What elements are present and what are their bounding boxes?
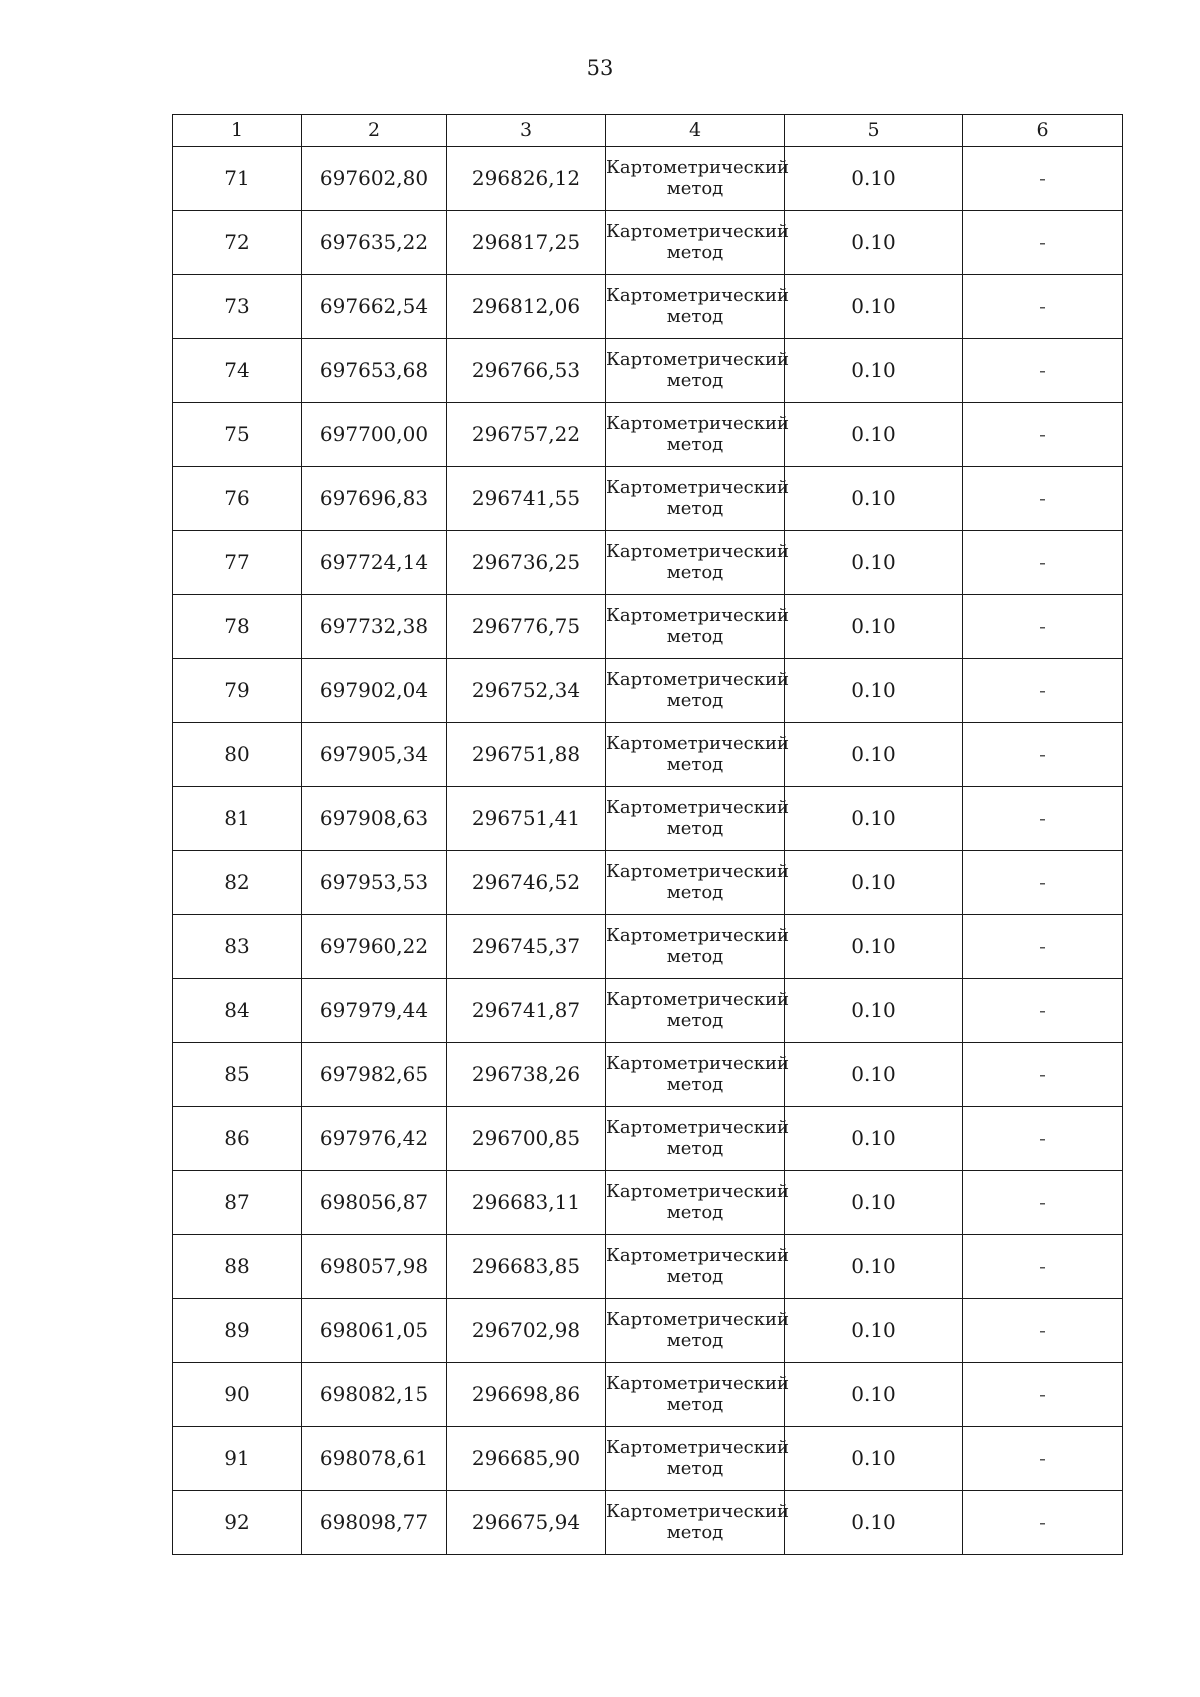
accuracy-cell: 0.10 — [785, 339, 963, 403]
method-line-1: Картометрический — [606, 1052, 789, 1074]
y-coordinate-cell: 296751,88 — [447, 723, 606, 787]
method-line-2: метод — [666, 1521, 724, 1543]
method-cell — [606, 403, 789, 467]
x-coordinate-cell: 698061,05 — [302, 1299, 447, 1363]
table-row — [173, 147, 1123, 211]
x-coordinate-cell: 697902,04 — [302, 659, 447, 723]
method-line-1: Картометрический — [606, 668, 789, 690]
x-coordinate-cell: 697700,00 — [302, 403, 447, 467]
y-coordinate-cell: 296745,37 — [447, 915, 606, 979]
table-row — [173, 1171, 1123, 1235]
x-coordinate-cell: 697662,54 — [302, 275, 447, 339]
method-line-1: Картометрический — [606, 284, 789, 306]
accuracy-cell: 0.10 — [785, 979, 963, 1043]
table-row — [173, 1107, 1123, 1171]
note-cell: - — [963, 1235, 1123, 1299]
method-line-2: метод — [666, 689, 724, 711]
x-coordinate-cell: 698082,15 — [302, 1363, 447, 1427]
point-number-cell: 89 — [173, 1299, 302, 1363]
y-coordinate-cell: 296702,98 — [447, 1299, 606, 1363]
note-cell: - — [963, 915, 1123, 979]
method-line-1: Картометрический — [606, 796, 789, 818]
accuracy-cell: 0.10 — [785, 1235, 963, 1299]
accuracy-cell: 0.10 — [785, 1299, 963, 1363]
accuracy-cell: 0.10 — [785, 915, 963, 979]
accuracy-cell: 0.10 — [785, 147, 963, 211]
method-line-1: Картометрический — [606, 1308, 789, 1330]
accuracy-cell: 0.10 — [785, 787, 963, 851]
accuracy-cell: 0.10 — [785, 1491, 963, 1555]
point-number-cell: 87 — [173, 1171, 302, 1235]
method-line-2: метод — [666, 1073, 724, 1095]
method-line-1: Картометрический — [606, 1500, 789, 1522]
coordinates-table — [172, 114, 1123, 1555]
method-line-2: метод — [666, 945, 724, 967]
point-number-cell: 84 — [173, 979, 302, 1043]
point-number-cell: 71 — [173, 147, 302, 211]
point-number-cell: 80 — [173, 723, 302, 787]
table-row — [173, 403, 1123, 467]
x-coordinate-cell: 697653,68 — [302, 339, 447, 403]
y-coordinate-cell: 296683,11 — [447, 1171, 606, 1235]
y-coordinate-cell: 296826,12 — [447, 147, 606, 211]
method-cell — [606, 147, 789, 211]
table-row — [173, 211, 1123, 275]
accuracy-cell: 0.10 — [785, 403, 963, 467]
note-cell: - — [963, 403, 1123, 467]
column-header: 6 — [963, 115, 1123, 147]
method-cell — [606, 1171, 789, 1235]
table-row — [173, 659, 1123, 723]
note-cell: - — [963, 275, 1123, 339]
x-coordinate-cell: 697732,38 — [302, 595, 447, 659]
y-coordinate-cell: 296736,25 — [447, 531, 606, 595]
accuracy-cell: 0.10 — [785, 723, 963, 787]
point-number-cell: 77 — [173, 531, 302, 595]
method-line-2: метод — [666, 369, 724, 391]
point-number-cell: 85 — [173, 1043, 302, 1107]
y-coordinate-cell: 296757,22 — [447, 403, 606, 467]
table-row — [173, 595, 1123, 659]
y-coordinate-cell: 296685,90 — [447, 1427, 606, 1491]
method-line-2: метод — [666, 1457, 724, 1479]
accuracy-cell: 0.10 — [785, 1427, 963, 1491]
point-number-cell: 90 — [173, 1363, 302, 1427]
method-line-2: метод — [666, 1265, 724, 1287]
table-row — [173, 1235, 1123, 1299]
table-row — [173, 787, 1123, 851]
accuracy-cell: 0.10 — [785, 275, 963, 339]
y-coordinate-cell: 296741,87 — [447, 979, 606, 1043]
method-cell — [606, 211, 789, 275]
method-cell — [606, 275, 789, 339]
column-header: 5 — [785, 115, 963, 147]
method-line-2: метод — [666, 241, 724, 263]
note-cell: - — [963, 787, 1123, 851]
method-line-1: Картометрический — [606, 1116, 789, 1138]
method-line-1: Картометрический — [606, 1436, 789, 1458]
table-row — [173, 851, 1123, 915]
accuracy-cell: 0.10 — [785, 659, 963, 723]
method-line-2: метод — [666, 1329, 724, 1351]
point-number-cell: 72 — [173, 211, 302, 275]
method-line-2: метод — [666, 177, 724, 199]
note-cell: - — [963, 1107, 1123, 1171]
note-cell: - — [963, 1171, 1123, 1235]
method-line-2: метод — [666, 1009, 724, 1031]
method-cell — [606, 723, 789, 787]
method-cell — [606, 1107, 789, 1171]
point-number-cell: 91 — [173, 1427, 302, 1491]
y-coordinate-cell: 296751,41 — [447, 787, 606, 851]
method-line-1: Картометрический — [606, 220, 789, 242]
table-body — [173, 115, 1123, 1555]
method-line-1: Картометрический — [606, 1372, 789, 1394]
note-cell: - — [963, 723, 1123, 787]
method-line-1: Картометрический — [606, 860, 789, 882]
method-line-1: Картометрический — [606, 988, 789, 1010]
table-row — [173, 531, 1123, 595]
table-row — [173, 467, 1123, 531]
x-coordinate-cell: 697908,63 — [302, 787, 447, 851]
table-row — [173, 1299, 1123, 1363]
x-coordinate-cell: 697976,42 — [302, 1107, 447, 1171]
method-cell — [606, 1235, 789, 1299]
x-coordinate-cell: 697953,53 — [302, 851, 447, 915]
x-coordinate-cell: 698078,61 — [302, 1427, 447, 1491]
y-coordinate-cell: 296683,85 — [447, 1235, 606, 1299]
method-line-1: Картометрический — [606, 348, 789, 370]
y-coordinate-cell: 296698,86 — [447, 1363, 606, 1427]
method-cell — [606, 1427, 789, 1491]
method-line-1: Картометрический — [606, 412, 789, 434]
note-cell: - — [963, 1043, 1123, 1107]
note-cell: - — [963, 211, 1123, 275]
accuracy-cell: 0.10 — [785, 1043, 963, 1107]
accuracy-cell: 0.10 — [785, 531, 963, 595]
method-cell — [606, 595, 789, 659]
method-cell — [606, 339, 789, 403]
note-cell: - — [963, 1363, 1123, 1427]
point-number-cell: 76 — [173, 467, 302, 531]
table-row — [173, 275, 1123, 339]
method-line-1: Картометрический — [606, 924, 789, 946]
point-number-cell: 81 — [173, 787, 302, 851]
table-row — [173, 1043, 1123, 1107]
point-number-cell: 92 — [173, 1491, 302, 1555]
note-cell: - — [963, 1299, 1123, 1363]
note-cell: - — [963, 979, 1123, 1043]
x-coordinate-cell: 697635,22 — [302, 211, 447, 275]
point-number-cell: 83 — [173, 915, 302, 979]
accuracy-cell: 0.10 — [785, 467, 963, 531]
method-cell — [606, 787, 789, 851]
method-line-1: Картометрический — [606, 476, 789, 498]
method-line-2: метод — [666, 561, 724, 583]
method-line-1: Картометрический — [606, 1244, 789, 1266]
x-coordinate-cell: 697602,80 — [302, 147, 447, 211]
table-row — [173, 1491, 1123, 1555]
method-line-2: метод — [666, 1137, 724, 1159]
y-coordinate-cell: 296746,52 — [447, 851, 606, 915]
method-line-2: метод — [666, 817, 724, 839]
point-number-cell: 88 — [173, 1235, 302, 1299]
point-number-cell: 75 — [173, 403, 302, 467]
x-coordinate-cell: 698098,77 — [302, 1491, 447, 1555]
y-coordinate-cell: 296766,53 — [447, 339, 606, 403]
y-coordinate-cell: 296776,75 — [447, 595, 606, 659]
y-coordinate-cell: 296700,85 — [447, 1107, 606, 1171]
table-row — [173, 915, 1123, 979]
method-cell — [606, 979, 789, 1043]
x-coordinate-cell: 697982,65 — [302, 1043, 447, 1107]
x-coordinate-cell: 697979,44 — [302, 979, 447, 1043]
table-row — [173, 979, 1123, 1043]
point-number-cell: 82 — [173, 851, 302, 915]
x-coordinate-cell: 698056,87 — [302, 1171, 447, 1235]
method-line-1: Картометрический — [606, 1180, 789, 1202]
method-line-1: Картометрический — [606, 732, 789, 754]
method-cell — [606, 1043, 789, 1107]
column-header: 2 — [302, 115, 447, 147]
table-row — [173, 1363, 1123, 1427]
y-coordinate-cell: 296741,55 — [447, 467, 606, 531]
method-line-1: Картометрический — [606, 540, 789, 562]
column-header: 3 — [447, 115, 606, 147]
x-coordinate-cell: 698057,98 — [302, 1235, 447, 1299]
note-cell: - — [963, 851, 1123, 915]
accuracy-cell: 0.10 — [785, 211, 963, 275]
method-line-2: метод — [666, 433, 724, 455]
note-cell: - — [963, 147, 1123, 211]
method-line-2: метод — [666, 881, 724, 903]
note-cell: - — [963, 1491, 1123, 1555]
method-line-2: метод — [666, 1393, 724, 1415]
method-line-2: метод — [666, 1201, 724, 1223]
x-coordinate-cell: 697905,34 — [302, 723, 447, 787]
column-header: 4 — [606, 115, 785, 147]
method-cell — [606, 1363, 789, 1427]
point-number-cell: 73 — [173, 275, 302, 339]
column-header: 1 — [173, 115, 302, 147]
note-cell: - — [963, 531, 1123, 595]
y-coordinate-cell: 296812,06 — [447, 275, 606, 339]
accuracy-cell: 0.10 — [785, 1171, 963, 1235]
method-cell — [606, 851, 789, 915]
table-row — [173, 1427, 1123, 1491]
note-cell: - — [963, 467, 1123, 531]
point-number-cell: 79 — [173, 659, 302, 723]
method-line-2: метод — [666, 497, 724, 519]
method-line-2: метод — [666, 625, 724, 647]
point-number-cell: 74 — [173, 339, 302, 403]
point-number-cell: 78 — [173, 595, 302, 659]
method-cell — [606, 1299, 789, 1363]
note-cell: - — [963, 659, 1123, 723]
method-line-1: Картометрический — [606, 604, 789, 626]
method-cell — [606, 467, 789, 531]
page-number: 53 — [586, 56, 614, 80]
note-cell: - — [963, 1427, 1123, 1491]
table-row — [173, 339, 1123, 403]
method-cell — [606, 915, 789, 979]
x-coordinate-cell: 697724,14 — [302, 531, 447, 595]
accuracy-cell: 0.10 — [785, 595, 963, 659]
accuracy-cell: 0.10 — [785, 1363, 963, 1427]
method-line-2: метод — [666, 305, 724, 327]
x-coordinate-cell: 697960,22 — [302, 915, 447, 979]
table-header-row — [173, 115, 1123, 147]
y-coordinate-cell: 296752,34 — [447, 659, 606, 723]
note-cell: - — [963, 595, 1123, 659]
note-cell: - — [963, 339, 1123, 403]
y-coordinate-cell: 296817,25 — [447, 211, 606, 275]
accuracy-cell: 0.10 — [785, 851, 963, 915]
method-line-2: метод — [666, 753, 724, 775]
x-coordinate-cell: 697696,83 — [302, 467, 447, 531]
point-number-cell: 86 — [173, 1107, 302, 1171]
method-cell — [606, 1491, 789, 1555]
method-cell — [606, 531, 789, 595]
method-line-1: Картометрический — [606, 156, 789, 178]
y-coordinate-cell: 296738,26 — [447, 1043, 606, 1107]
y-coordinate-cell: 296675,94 — [447, 1491, 606, 1555]
table-row — [173, 723, 1123, 787]
accuracy-cell: 0.10 — [785, 1107, 963, 1171]
method-cell — [606, 659, 789, 723]
